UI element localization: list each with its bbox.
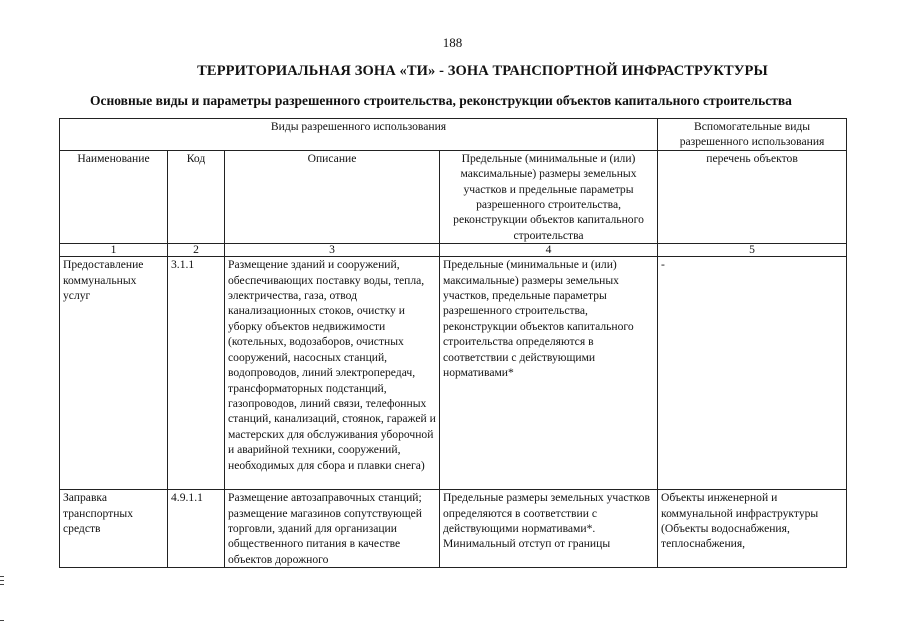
- table-group-header-row: [60, 119, 847, 151]
- page-number: 188: [442, 35, 463, 50]
- row-description: Размещение зданий и сооружений, обеспечивающих поставку воды, тепла, электричества, газа, отвод канализационных стоков, очистку и уборку объектов недвижимости (котельных, водозаборов, очистных сооружений, насосных станций, водопроводов, линий электропередач, трансформаторных подстанций, газопроводов, линий связи, телефонных станций, канализаций, стоянок, гаражей и мастерских для обслуживания уборочной и аварийной техники, сооружений, необходимых для сбора и плавки снега): [225, 257, 440, 490]
- table-row: [60, 257, 847, 490]
- row-code: 3.1.1: [168, 257, 225, 490]
- table-row: [60, 490, 847, 568]
- row-code: 4.9.1.1: [168, 490, 225, 568]
- table-column-number-row: [60, 244, 847, 257]
- table-column-header-row: [60, 150, 847, 243]
- row-parameters: Предельные размеры земельных участков определяются в соответствии с действующими нормативами*. Минимальный отступ от границы: [440, 490, 658, 568]
- column-number: 5: [658, 244, 847, 257]
- row-name: Предоставление коммунальных услуг: [60, 257, 168, 490]
- scan-edge-mark: [0, 580, 4, 581]
- column-header-code: Код: [168, 150, 225, 243]
- column-header-objects: перечень объектов: [658, 150, 847, 243]
- column-number: 2: [168, 244, 225, 257]
- column-number: 4: [440, 244, 658, 257]
- scan-edge-mark: [0, 620, 4, 621]
- group-header-main: Виды разрешенного использования: [60, 119, 658, 151]
- column-header-description: Описание: [225, 150, 440, 243]
- zone-title: ТЕРРИТОРИАЛЬНАЯ ЗОНА «ТИ» - ЗОНА ТРАНСПОРТНОЙ ИНФРАСТРУКТУРЫ: [197, 63, 768, 79]
- row-auxiliary: Объекты инженерной и коммунальной инфраструктуры (Объекты водоснабжения, теплоснабжения,: [658, 490, 847, 568]
- column-header-parameters: Предельные (минимальные и (или) максимальные) размеры земельных участков и предельные параметры разрешенного строительства, реконструкции объектов капитального строительства: [440, 150, 658, 243]
- row-name: Заправка транспортных средств: [60, 490, 168, 568]
- row-description: Размещение автозаправочных станций; размещение магазинов сопутствующей торговли, зданий для организации общественного питания в качестве объектов дорожного: [225, 490, 440, 568]
- row-auxiliary: -: [658, 257, 847, 490]
- row-parameters: Предельные (минимальные и (или) максимальные) размеры земельных участков, предельные параметры разрешенного строительства, реконструкции объектов капитального строительства определяются в соответствии с действующими нормативами*: [440, 257, 658, 490]
- group-header-auxiliary: Вспомогательные виды разрешенного использования: [658, 119, 847, 151]
- column-number: 3: [225, 244, 440, 257]
- column-number: 1: [60, 244, 168, 257]
- land-use-table: [59, 118, 847, 568]
- scan-edge-mark: [0, 576, 4, 577]
- column-header-name: Наименование: [60, 150, 168, 243]
- section-subtitle: Основные виды и параметры разрешенного строительства, реконструкции объектов капитального строительства: [90, 93, 792, 108]
- scan-edge-mark: [0, 584, 4, 585]
